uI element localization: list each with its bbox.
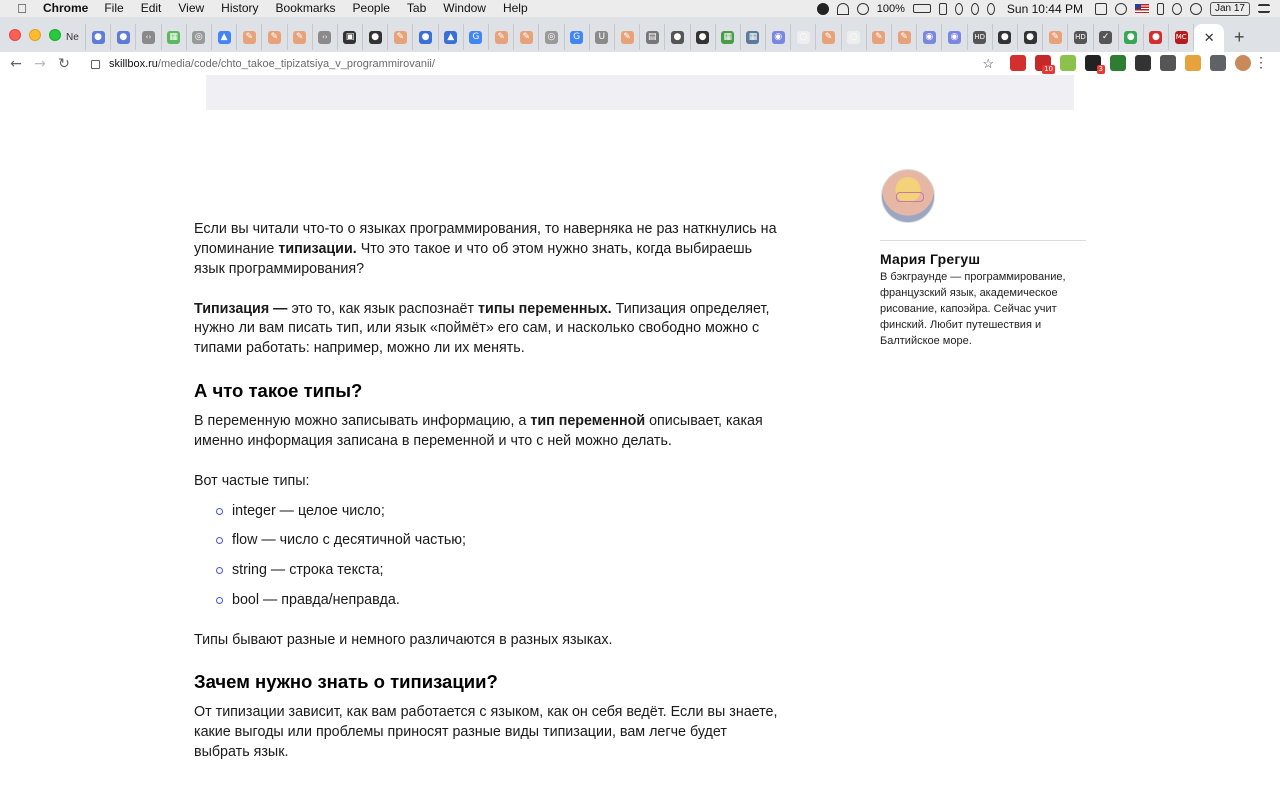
text-span: Что это такое и что об этом нужно знать, когда выбираешь язык программирования? bbox=[194, 240, 753, 277]
menu-view[interactable]: View bbox=[178, 1, 205, 15]
bookmark-star-icon[interactable]: ☆ bbox=[982, 56, 994, 71]
pencil-icon: ✎ bbox=[243, 31, 256, 44]
hd-icon: ▦ bbox=[746, 31, 759, 44]
battery-icon[interactable] bbox=[913, 4, 931, 13]
browser-tab[interactable] bbox=[313, 24, 338, 50]
browser-tab[interactable] bbox=[288, 24, 313, 50]
list-item-text: string — строка текста; bbox=[232, 561, 384, 578]
film-icon: ▣ bbox=[343, 31, 356, 44]
date-badge[interactable]: Jan 17 bbox=[1210, 2, 1250, 16]
github-icon: ● bbox=[998, 31, 1011, 44]
browser-tab[interactable] bbox=[791, 24, 816, 50]
list-item-text: integer — целое число; bbox=[232, 502, 385, 519]
puzzle-ext-icon[interactable] bbox=[1210, 55, 1226, 71]
text-span: В переменную можно записывать информацию, а bbox=[194, 413, 531, 430]
browser-tab[interactable] bbox=[1094, 24, 1119, 50]
browser-tab[interactable] bbox=[816, 24, 841, 50]
mc-icon: MC bbox=[1175, 31, 1188, 44]
browser-tab[interactable] bbox=[640, 24, 665, 50]
browser-tab[interactable] bbox=[1144, 24, 1169, 50]
browser-tab[interactable] bbox=[86, 24, 111, 50]
browser-tab[interactable] bbox=[1018, 24, 1043, 50]
brain-icon: ◉ bbox=[923, 31, 936, 44]
author-avatar[interactable] bbox=[881, 169, 935, 223]
brain-icon: ◉ bbox=[948, 31, 961, 44]
ul-icon: U bbox=[595, 31, 608, 44]
browser-tab[interactable] bbox=[489, 24, 514, 50]
close-tab-icon[interactable]: ✕ bbox=[1203, 30, 1215, 45]
browser-tab[interactable] bbox=[590, 24, 615, 50]
browser-tab[interactable] bbox=[1169, 24, 1194, 50]
browser-tab[interactable] bbox=[917, 24, 942, 50]
browser-tab[interactable] bbox=[136, 24, 161, 50]
browser-tab[interactable] bbox=[942, 24, 967, 50]
menu-window[interactable]: Window bbox=[443, 1, 486, 15]
menu-app-chrome[interactable]: Chrome bbox=[43, 1, 89, 15]
browser-tab-strip bbox=[0, 17, 1280, 52]
github-icon: ● bbox=[1024, 31, 1037, 44]
hd-text-icon: HD bbox=[1074, 31, 1087, 44]
extensions-area bbox=[1010, 55, 1251, 71]
bullet-circle-icon bbox=[216, 537, 223, 544]
menu-bookmarks[interactable]: Bookmarks bbox=[275, 1, 336, 15]
tab-first-label: Ne bbox=[66, 31, 79, 43]
code-icon: ‹› bbox=[318, 31, 331, 44]
menu-help[interactable]: Help bbox=[502, 1, 528, 15]
web-page bbox=[0, 75, 1280, 800]
bold-text: тип переменной bbox=[530, 413, 646, 430]
browser-tab[interactable] bbox=[388, 24, 413, 50]
profile-avatar-icon[interactable] bbox=[1235, 55, 1251, 71]
time-machine-icon[interactable] bbox=[1115, 3, 1127, 15]
us-flag-input-icon[interactable] bbox=[1135, 4, 1149, 13]
check-icon: ✓ bbox=[1099, 31, 1112, 44]
extension-badge: 10 bbox=[1044, 65, 1053, 73]
brain-icon: ◉ bbox=[772, 31, 785, 44]
list-item-text: bool — правда/неправда. bbox=[232, 591, 400, 608]
browser-tab[interactable] bbox=[237, 24, 262, 50]
browser-tab[interactable] bbox=[691, 24, 716, 50]
telegram-icon[interactable] bbox=[817, 3, 829, 15]
wifi-icon[interactable] bbox=[837, 3, 849, 15]
menu-edit[interactable]: Edit bbox=[140, 1, 162, 15]
pencil-icon: ✎ bbox=[621, 31, 634, 44]
intro-paragraph bbox=[194, 220, 784, 280]
section-heading-why: Зачем нужно знать о типизации? bbox=[194, 671, 498, 693]
types-paragraph bbox=[194, 412, 784, 452]
browser-tab[interactable] bbox=[187, 24, 212, 50]
pencil-icon: ✎ bbox=[394, 31, 407, 44]
pencil-icon: ✎ bbox=[495, 31, 508, 44]
google-icon: G bbox=[570, 31, 583, 44]
browser-tab[interactable] bbox=[665, 24, 690, 50]
bullet-circle-icon bbox=[216, 508, 223, 515]
history-icon[interactable] bbox=[1190, 3, 1202, 15]
close-window-button[interactable] bbox=[9, 29, 21, 41]
types-differ-paragraph: Типы бывают разные и немного различаются в разных языках. bbox=[194, 631, 613, 648]
text-span: Типизация определяет, нужно ли вам писать тип, или язык «поймёт» его сам, и насколько свободно можно с типами работать: например, можно ли их менять. bbox=[194, 300, 770, 357]
text-span: это то, как язык распознаёт bbox=[287, 300, 479, 317]
circle-icon: ● bbox=[671, 31, 684, 44]
sheet-icon: ▦ bbox=[167, 31, 180, 44]
browser-tab[interactable] bbox=[1119, 24, 1144, 50]
author-card bbox=[880, 169, 1086, 349]
author-bio: В бэкграунде — программирование, французский язык, академическое рисование, капоэйра. Сейчас учит финский. Любит путешествия и Балтийское море. bbox=[880, 271, 1066, 347]
url-path: /media/code/chto_takoe_tipizatsiya_v_programmirovanii/ bbox=[157, 58, 435, 70]
new-tab-button[interactable]: + bbox=[1233, 27, 1245, 47]
bag-ext-icon[interactable] bbox=[1085, 55, 1101, 71]
puzzle-green-ext-icon[interactable] bbox=[1110, 55, 1126, 71]
vpn-icon[interactable] bbox=[857, 3, 869, 15]
leaf-ext-icon[interactable] bbox=[1060, 55, 1076, 71]
browser-tab[interactable] bbox=[413, 24, 438, 50]
battery-percent: 100% bbox=[876, 2, 905, 15]
browser-tab[interactable] bbox=[867, 24, 892, 50]
drive-icon: ▲ bbox=[218, 31, 231, 44]
browser-tab[interactable] bbox=[363, 24, 388, 50]
browser-tab[interactable] bbox=[1043, 24, 1068, 50]
top-banner-area bbox=[206, 75, 1074, 110]
why-paragraph: От типизации зависит, как вам работается с языком, как он себя ведёт. Если вы знаете, какие выгоды или проблемы приносят разные виды типизации, вам легче будет выбрать язык. bbox=[194, 704, 778, 761]
menu-file[interactable]: File bbox=[104, 1, 124, 15]
shield-icon: ● bbox=[117, 31, 130, 44]
adblock-ext-icon[interactable] bbox=[1035, 55, 1051, 71]
phone-icon[interactable] bbox=[939, 3, 947, 15]
author-name[interactable]: Мария Грегуш bbox=[880, 251, 981, 267]
browser-tab[interactable] bbox=[766, 24, 791, 50]
browser-tab[interactable] bbox=[716, 24, 741, 50]
paperclip-icon[interactable] bbox=[955, 3, 963, 15]
list-item bbox=[194, 591, 784, 611]
hd-text-icon: HD bbox=[973, 31, 986, 44]
browser-tab[interactable] bbox=[111, 24, 136, 50]
text-span: Если вы читали что-то о языках программирования, то наверняка не раз наткнулись на упоминание bbox=[194, 221, 777, 257]
browser-tab[interactable] bbox=[993, 24, 1018, 50]
control-center-icon[interactable] bbox=[1258, 4, 1270, 13]
se-ext-icon[interactable] bbox=[1135, 55, 1151, 71]
browser-tab[interactable] bbox=[439, 24, 464, 50]
browser-toolbar bbox=[0, 52, 1280, 75]
globe-icon: ◎ bbox=[192, 31, 205, 44]
menu-tab[interactable]: Tab bbox=[406, 1, 427, 15]
minimize-window-button[interactable] bbox=[29, 29, 41, 41]
pencil-icon: ✎ bbox=[872, 31, 885, 44]
p-app-icon[interactable] bbox=[971, 3, 979, 15]
book-icon: ▤ bbox=[646, 31, 659, 44]
p-app-2-icon[interactable] bbox=[987, 3, 995, 15]
bold-text: типизации. bbox=[278, 240, 357, 257]
pencil-icon: ✎ bbox=[1049, 31, 1062, 44]
code-icon: ‹› bbox=[142, 31, 155, 44]
browser-tab[interactable] bbox=[1068, 24, 1093, 50]
url-host: skillbox.ru bbox=[109, 58, 158, 70]
list-item-text: flow — число с десятичной частью; bbox=[232, 532, 467, 549]
types-list bbox=[194, 502, 784, 611]
browser-tab[interactable] bbox=[842, 24, 867, 50]
active-tab[interactable] bbox=[1194, 24, 1224, 52]
author-divider bbox=[880, 240, 1086, 241]
list-item bbox=[194, 561, 784, 581]
browser-tab[interactable] bbox=[212, 24, 237, 50]
menu-bar-clock[interactable]: Sun 10:44 PM bbox=[1006, 1, 1083, 16]
window-controls bbox=[9, 29, 61, 41]
sheet-icon: ▦ bbox=[721, 31, 734, 44]
window-ext-icon[interactable] bbox=[1160, 55, 1176, 71]
bullet-circle-icon bbox=[216, 567, 223, 574]
maps-icon: ● bbox=[1124, 31, 1137, 44]
triangle-icon: ▲ bbox=[444, 31, 457, 44]
browser-tab[interactable] bbox=[262, 24, 287, 50]
forward-arrow-icon[interactable]: → bbox=[34, 55, 46, 72]
pencil-icon: ✎ bbox=[268, 31, 281, 44]
grid-ext-icon[interactable] bbox=[1010, 55, 1026, 71]
reload-icon[interactable]: ↻ bbox=[58, 55, 70, 72]
extension-badge: 3 bbox=[1098, 65, 1103, 73]
bullet-circle-icon bbox=[216, 597, 223, 604]
apple-menu-icon[interactable] bbox=[15, 0, 29, 17]
mute-icon[interactable] bbox=[1172, 3, 1182, 15]
shield-icon: ● bbox=[92, 31, 105, 44]
blank-icon: ○ bbox=[797, 31, 810, 44]
text-span: описывает, какая именно информация записана в переменной и что с ней можно делать. bbox=[194, 413, 763, 449]
pencil-icon: ✎ bbox=[822, 31, 835, 44]
browser-tab[interactable] bbox=[741, 24, 766, 50]
menu-history[interactable]: History bbox=[221, 1, 259, 15]
pencil-icon: ✎ bbox=[293, 31, 306, 44]
browser-tab[interactable] bbox=[338, 24, 363, 50]
browser-tab[interactable] bbox=[514, 24, 539, 50]
browser-tab[interactable] bbox=[539, 24, 564, 50]
google-icon: G bbox=[469, 31, 482, 44]
pencil-icon: ✎ bbox=[898, 31, 911, 44]
browser-tab[interactable] bbox=[892, 24, 917, 50]
browser-tab[interactable] bbox=[565, 24, 590, 50]
menu-people[interactable]: People bbox=[352, 1, 390, 15]
address-bar[interactable] bbox=[82, 53, 1002, 75]
list-item bbox=[194, 502, 784, 522]
back-arrow-icon[interactable]: ← bbox=[10, 55, 22, 72]
chrome-menu-icon[interactable]: ⋮ bbox=[1254, 54, 1268, 70]
common-types-intro: Вот частые типы: bbox=[194, 472, 310, 489]
globe-icon: ◎ bbox=[545, 31, 558, 44]
github-icon: ● bbox=[369, 31, 382, 44]
tab-first[interactable] bbox=[60, 24, 86, 50]
bold-text: типы переменных. bbox=[478, 300, 612, 317]
browser-tab[interactable] bbox=[968, 24, 993, 50]
pencil-icon: ✎ bbox=[520, 31, 533, 44]
browser-tab[interactable] bbox=[162, 24, 187, 50]
bluetooth-icon[interactable] bbox=[1157, 3, 1164, 15]
blank-icon: ○ bbox=[847, 31, 860, 44]
article-body bbox=[194, 220, 784, 783]
red-badge-icon: ● bbox=[1149, 31, 1162, 44]
chrome-ext-icon[interactable] bbox=[1185, 55, 1201, 71]
section-heading-types: А что такое типы? bbox=[194, 380, 363, 402]
browser-tab[interactable] bbox=[615, 24, 640, 50]
menu-bar-status-area bbox=[817, 0, 1280, 17]
browser-tab[interactable] bbox=[464, 24, 489, 50]
lock-icon[interactable] bbox=[91, 60, 100, 69]
github-icon: ● bbox=[696, 31, 709, 44]
macos-menu-bar bbox=[0, 0, 1280, 17]
bold-text: Типизация — bbox=[194, 300, 288, 317]
globe-icon: ● bbox=[419, 31, 432, 44]
definition-paragraph bbox=[194, 300, 784, 360]
calendar-icon[interactable] bbox=[1095, 3, 1107, 15]
list-item bbox=[194, 531, 784, 551]
tab-list bbox=[60, 24, 1254, 50]
